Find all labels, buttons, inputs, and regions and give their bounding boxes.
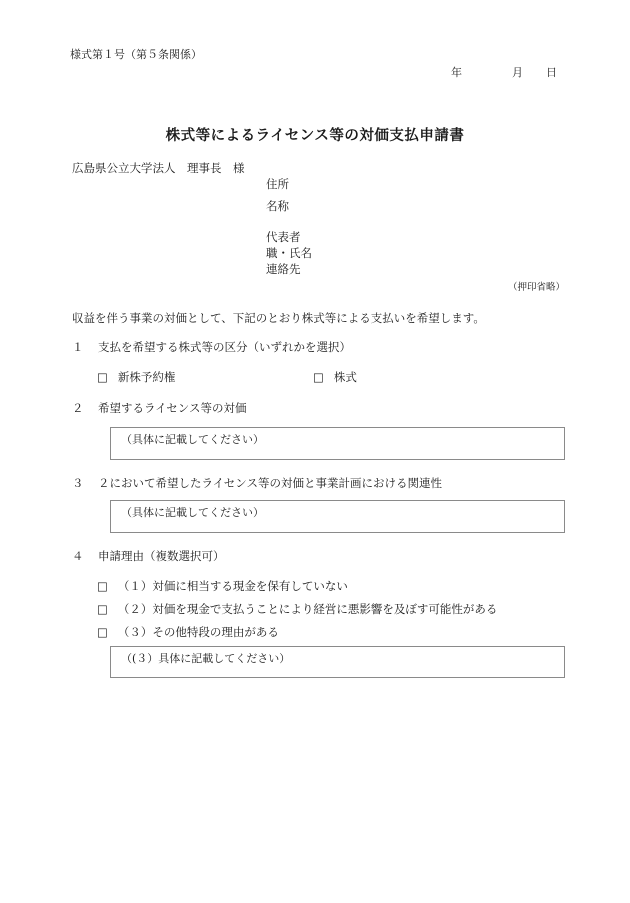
section-2-heading xyxy=(72,400,246,416)
checkbox-icon[interactable]: □ xyxy=(97,602,108,616)
section-3-number: ３ xyxy=(72,476,84,490)
option-label: 新株予約権 xyxy=(117,370,176,384)
option-label: （３）その他特段の理由がある xyxy=(117,625,279,639)
section-4-number: ４ xyxy=(72,549,84,563)
applicant-representative-label: 代表者 xyxy=(266,230,301,244)
business-plan-relation-input[interactable] xyxy=(110,500,565,533)
reason-option-3[interactable] xyxy=(97,624,279,640)
reason-option-1[interactable] xyxy=(97,578,348,594)
input-placeholder: （具体に記載してください） xyxy=(121,506,264,519)
section-1-heading xyxy=(72,339,351,355)
option-stock-acquisition-right[interactable] xyxy=(97,369,175,385)
option-label: （１）対価に相当する現金を保有していない xyxy=(117,579,348,593)
date-year-label: 年 xyxy=(451,66,462,79)
section-2-label: 希望するライセンス等の対価 xyxy=(98,401,247,415)
applicant-address-label: 住所 xyxy=(266,177,289,191)
section-1-number: １ xyxy=(72,340,84,354)
section-4-label: 申請理由（複数選択可） xyxy=(98,549,225,563)
option-label: （２）対価を現金で支払うことにより経営に悪影響を及ぼす可能性がある xyxy=(117,602,498,616)
checkbox-icon[interactable]: □ xyxy=(97,370,108,384)
seal-omitted-note: （押印省略） xyxy=(508,282,566,293)
checkbox-icon[interactable]: □ xyxy=(97,625,108,639)
applicant-name-label: 名称 xyxy=(266,199,289,213)
applicant-contact-label: 連絡先 xyxy=(266,262,301,276)
section-3-heading xyxy=(72,475,442,491)
section-3-label: ２において希望したライセンス等の対価と事業計画における関連性 xyxy=(98,476,442,490)
license-consideration-input[interactable] xyxy=(110,427,565,460)
section-2-number: ２ xyxy=(72,401,84,415)
section-4-heading xyxy=(72,548,225,564)
checkbox-icon[interactable]: □ xyxy=(313,370,324,384)
recipient: 広島県公立大学法人 理事長 様 xyxy=(72,161,245,175)
date-day-label: 日 xyxy=(546,66,557,79)
other-reason-input[interactable] xyxy=(110,646,565,678)
checkbox-icon[interactable]: □ xyxy=(97,579,108,593)
input-placeholder: （(３）具体に記載してください） xyxy=(121,652,291,665)
section-1-label: 支払を希望する株式等の区分（いずれかを選択） xyxy=(98,340,351,354)
intro-text: 収益を伴う事業の対価として、下記のとおり株式等による支払いを希望します。 xyxy=(72,311,485,325)
date-month-label: 月 xyxy=(512,66,523,79)
applicant-title-name-label: 職・氏名 xyxy=(266,246,312,260)
option-stock[interactable] xyxy=(313,369,357,385)
page-title: 株式等によるライセンス等の対価支払申請書 xyxy=(165,127,465,144)
form-number: 様式第１号（第５条関係） xyxy=(70,48,202,61)
input-placeholder: （具体に記載してください） xyxy=(121,433,264,446)
reason-option-2[interactable] xyxy=(97,601,497,617)
option-label: 株式 xyxy=(333,370,357,384)
